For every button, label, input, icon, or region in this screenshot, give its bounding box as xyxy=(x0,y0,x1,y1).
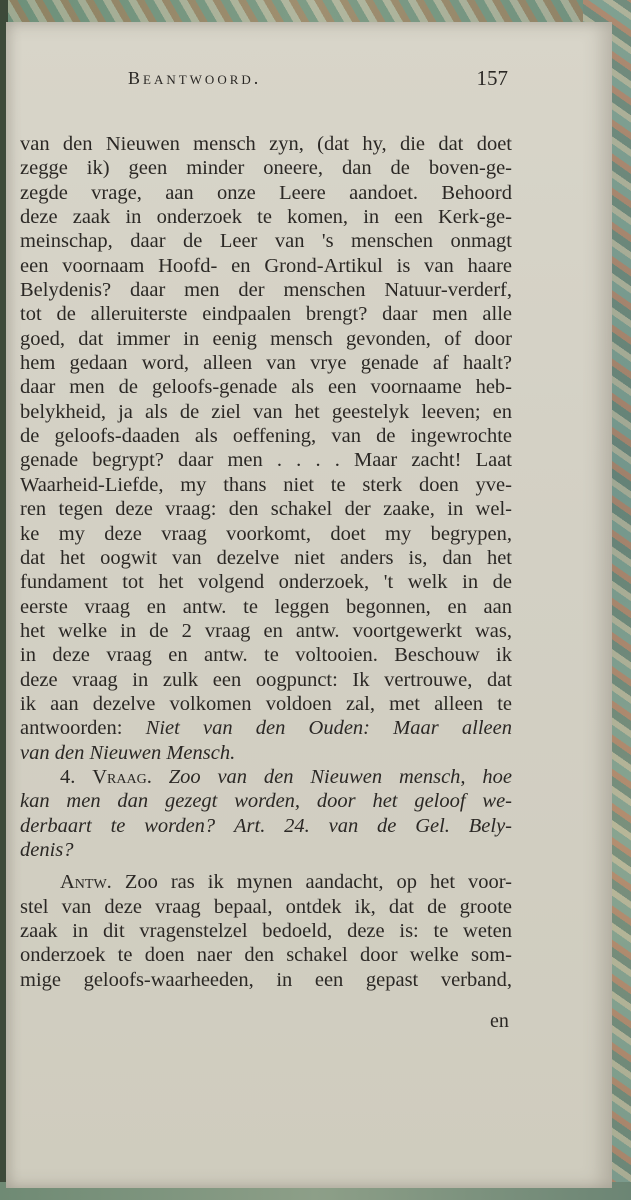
text-line: deze vraag in zulk een oogpunct: Ik vertrouwe, dat xyxy=(20,668,512,691)
text-line: belykheid, ja als de ziel van het geestelyk leeven; en xyxy=(20,400,512,423)
answer-text: Zoo ras ik mynen aandacht, op het voor- xyxy=(124,871,512,894)
text-line: meinschap, daar de Leer van 's menschen onmagt xyxy=(20,230,512,253)
answer-line: onderzoek te doen naer den schakel door welke som- xyxy=(20,944,512,967)
question-text: derbaart te worden? xyxy=(20,814,216,837)
page-number: 157 xyxy=(476,66,508,90)
catchword: en xyxy=(490,1010,509,1032)
answer-paragraph xyxy=(20,870,512,992)
article-reference: Art. 24. van de Gel. Bely- xyxy=(234,814,512,837)
question-line: kan men dan gezegt worden, door het geloof we- xyxy=(20,790,512,813)
text-line xyxy=(20,741,512,765)
question-number: 4. xyxy=(60,765,76,788)
text-line: een voornaam Hoofd- en Grond-Artikul is van haare xyxy=(20,254,512,277)
answer-line: zaak in dit vragenstelzel bedoeld, deze is: te weten xyxy=(20,920,512,942)
text-line xyxy=(20,716,512,740)
text-line: tot de alleruiterste eindpaalen brengt? daar men alle xyxy=(20,303,512,326)
paragraph-1 xyxy=(20,132,512,765)
running-head: Beantwoord. xyxy=(128,68,262,88)
text-line: genade begrypt? daar men . . . . Maar zacht! Laat xyxy=(20,449,512,472)
text-line: ren tegen deze vraag: den schakel der zaake, in wel- xyxy=(20,498,512,521)
italic-phrase: Niet van den Ouden: Maar alleen xyxy=(145,717,512,740)
text-line: deze zaak in onderzoek te komen, in een Kerk-ge- xyxy=(20,206,512,229)
question-4 xyxy=(20,765,512,862)
text-line: daar men de geloofs-genade als een voornaame heb- xyxy=(20,376,512,399)
text-line: fundament tot het volgend onderzoek, 't welk in de xyxy=(20,571,512,594)
text-line: dat het oogwit van dezelve niet anders is, dan het xyxy=(20,546,512,569)
text-line: in deze vraag en antw. te voltooien. Beschouw ik xyxy=(20,644,512,667)
text-fragment: antwoorden: xyxy=(20,717,123,740)
italic-phrase: van den Nieuwen Mensch. xyxy=(20,741,236,764)
text-line: het welke in de 2 vraag en antw. voortgewerkt was, xyxy=(20,619,512,642)
answer-line: stel van deze vraag bepaal, ontdek ik, dat de groote xyxy=(20,895,512,918)
text-line: zegde vrage, aan onze Leere aandoet. Behoord xyxy=(20,181,512,204)
text-line: van den Nieuwen mensch zyn, (dat hy, die dat doet xyxy=(20,133,512,155)
text-line: Belydenis? daar men der menschen Natuur-verderf, xyxy=(20,279,512,302)
spacer xyxy=(20,862,512,870)
text-line: ke my deze vraag voorkomt, doet my begrypen, xyxy=(20,522,512,545)
text-line: de geloofs-daaden als oeffening, van de ingewrochte xyxy=(20,425,512,448)
answer-line: mige geloofs-waarheeden, in een gepast verband, xyxy=(20,968,512,991)
text-line: ik aan dezelve volkomen voldoen zal, met alleen te xyxy=(20,692,512,715)
question-label: Vraag. xyxy=(92,765,152,788)
text-line: zegge ik) geen minder oneere, dan de boven-ge- xyxy=(20,157,512,180)
page-header xyxy=(128,64,518,94)
text-line: goed, dat immer in eenig mensch gevonden, of door xyxy=(20,327,512,350)
answer-label: Antw. xyxy=(60,871,112,894)
text-line: eerste vraag en antw. te leggen begonnen, en aan xyxy=(20,595,512,618)
answer-line xyxy=(20,870,512,894)
page-text xyxy=(20,132,512,992)
question-line: denis? xyxy=(20,838,74,861)
text-line: Waarheid-Liefde, my thans niet te sterk doen yve- xyxy=(20,473,512,496)
question-text: Zoo van den Nieuwen mensch, hoe xyxy=(168,765,512,788)
question-line xyxy=(20,814,512,838)
question-line xyxy=(20,765,512,789)
text-line: hem gedaan word, alleen van vrye genade af haalt? xyxy=(20,352,512,375)
